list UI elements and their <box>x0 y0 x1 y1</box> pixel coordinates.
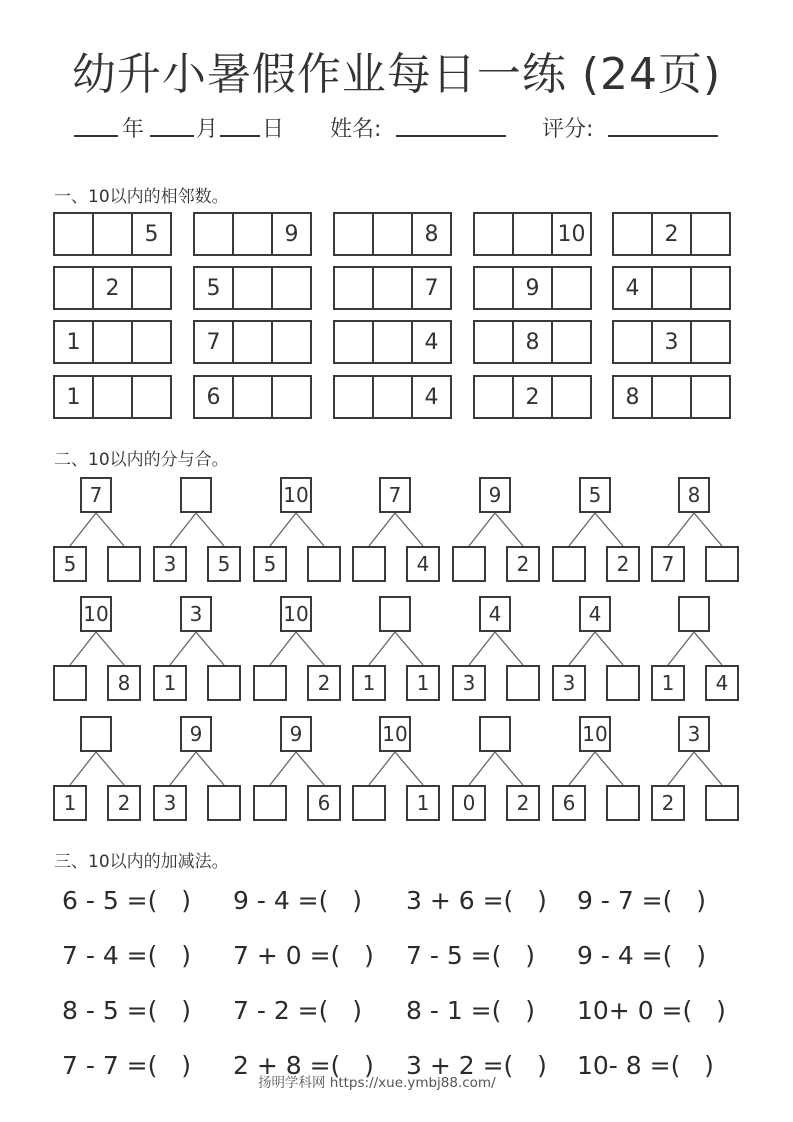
bond-part-right-box[interactable]: 2 <box>506 785 540 821</box>
bond-total-box[interactable] <box>80 716 112 752</box>
equation[interactable]: 8 - 1 =( ) <box>406 996 535 1025</box>
bond-part-right-box[interactable] <box>207 785 241 821</box>
bond-part-left-box[interactable]: 1 <box>153 665 187 701</box>
bond-part-left-box[interactable] <box>452 546 486 582</box>
number-cell[interactable] <box>372 377 411 417</box>
number-cell[interactable]: 3 <box>651 322 690 362</box>
number-bond <box>352 477 440 587</box>
bond-part-left-box[interactable]: 0 <box>452 785 486 821</box>
number-bond <box>153 716 241 826</box>
number-cell[interactable]: 9 <box>271 214 310 254</box>
bond-part-left-box[interactable] <box>253 785 287 821</box>
number-cell[interactable] <box>551 268 590 308</box>
number-cell[interactable] <box>232 377 271 417</box>
number-cell[interactable]: 1 <box>66 329 81 355</box>
adjacent-number-box <box>333 212 452 256</box>
bond-part-left-box[interactable] <box>253 665 287 701</box>
bond-part-right-box[interactable]: 2 <box>307 665 341 701</box>
number-cell[interactable] <box>131 377 170 417</box>
bond-part-left-box[interactable]: 1 <box>651 665 685 701</box>
number-cell[interactable] <box>131 268 170 308</box>
number-cell[interactable] <box>690 377 729 417</box>
number-cell[interactable]: 1 <box>66 384 81 410</box>
number-cell[interactable] <box>475 214 512 254</box>
section1-title: 一、10以内的相邻数。 <box>54 187 229 207</box>
number-cell[interactable] <box>232 322 271 362</box>
bond-part-left-box[interactable]: 3 <box>153 785 187 821</box>
number-cell[interactable] <box>335 377 372 417</box>
number-bond <box>651 477 739 587</box>
bond-part-right-box[interactable]: 5 <box>207 546 241 582</box>
bond-part-right-box[interactable] <box>506 665 540 701</box>
bond-total-box[interactable]: 4 <box>479 596 511 632</box>
number-bond <box>552 477 640 587</box>
number-cell[interactable]: 4 <box>411 377 450 417</box>
bond-part-right-box[interactable]: 2 <box>107 785 141 821</box>
bond-part-left-box[interactable]: 3 <box>452 665 486 701</box>
number-cell[interactable] <box>690 214 729 254</box>
bond-part-right-box[interactable] <box>107 546 141 582</box>
bond-part-left-box[interactable]: 3 <box>153 546 187 582</box>
equation[interactable]: 6 - 5 =( ) <box>62 886 191 915</box>
number-bond <box>452 477 540 587</box>
adjacent-number-box <box>53 266 172 310</box>
section2-title: 二、10以内的分与合。 <box>54 450 229 470</box>
bond-part-right-box[interactable]: 6 <box>307 785 341 821</box>
bond-total-box[interactable] <box>678 596 710 632</box>
number-cell[interactable]: 8 <box>411 214 450 254</box>
equation[interactable]: 3 + 6 =( ) <box>406 886 547 915</box>
number-cell[interactable] <box>551 377 590 417</box>
number-cell[interactable]: 5 <box>131 214 170 254</box>
number-bond <box>53 596 141 706</box>
number-cell[interactable] <box>551 322 590 362</box>
bond-part-right-box[interactable] <box>705 785 739 821</box>
adjacent-number-box <box>333 320 452 364</box>
equation[interactable]: 7 - 5 =( ) <box>406 941 535 970</box>
equation[interactable]: 2 + 8 =( ) <box>233 1051 374 1080</box>
number-cell[interactable]: 9 <box>512 268 551 308</box>
number-cell[interactable] <box>690 322 729 362</box>
bond-part-left-box[interactable]: 1 <box>352 665 386 701</box>
bond-part-left-box[interactable] <box>352 785 386 821</box>
number-cell[interactable]: 8 <box>512 322 551 362</box>
adjacent-number-box <box>473 320 592 364</box>
number-cell[interactable] <box>690 268 729 308</box>
bond-part-left-box[interactable]: 3 <box>552 665 586 701</box>
adjacent-number-box <box>53 375 172 419</box>
equation[interactable]: 9 - 4 =( ) <box>233 886 362 915</box>
number-bond <box>651 716 739 826</box>
bond-total-box[interactable]: 10 <box>379 716 411 752</box>
number-cell[interactable] <box>55 214 92 254</box>
bond-part-right-box[interactable]: 4 <box>705 665 739 701</box>
adjacent-number-box <box>612 266 731 310</box>
number-cell[interactable] <box>335 268 372 308</box>
info-line <box>0 112 793 146</box>
number-bond <box>352 716 440 826</box>
bond-total-box[interactable]: 5 <box>579 477 611 513</box>
bond-total-box[interactable]: 7 <box>379 477 411 513</box>
number-cell[interactable] <box>614 322 651 362</box>
adjacent-number-box <box>193 320 312 364</box>
number-cell[interactable]: 7 <box>206 329 221 355</box>
number-cell[interactable] <box>372 322 411 362</box>
adjacent-number-box <box>473 212 592 256</box>
bond-total-box[interactable]: 8 <box>678 477 710 513</box>
bond-part-right-box[interactable]: 8 <box>107 665 141 701</box>
number-bond <box>651 596 739 706</box>
score-label: 评分: <box>542 117 594 142</box>
bond-part-left-box[interactable]: 5 <box>53 546 87 582</box>
number-cell[interactable]: 7 <box>411 268 450 308</box>
number-cell[interactable] <box>614 214 651 254</box>
bond-part-left-box[interactable] <box>53 665 87 701</box>
number-cell[interactable] <box>232 214 271 254</box>
equation[interactable]: 7 + 0 =( ) <box>233 941 374 970</box>
number-cell[interactable] <box>335 214 372 254</box>
bond-part-left-box[interactable] <box>352 546 386 582</box>
equation[interactable]: 7 - 7 =( ) <box>62 1051 191 1080</box>
number-cell[interactable] <box>651 377 690 417</box>
equation[interactable]: 8 - 5 =( ) <box>62 996 191 1025</box>
number-cell[interactable] <box>271 268 310 308</box>
equation[interactable]: 3 + 2 =( ) <box>406 1051 547 1080</box>
bond-part-left-box[interactable]: 1 <box>53 785 87 821</box>
page-title: 幼升小暑假作业每日一练 (24页) <box>71 49 722 100</box>
number-bond <box>552 596 640 706</box>
bond-part-left-box[interactable] <box>552 546 586 582</box>
adjacent-number-box <box>53 212 172 256</box>
equation[interactable]: 7 - 4 =( ) <box>62 941 191 970</box>
adjacent-number-box <box>193 375 312 419</box>
number-bond <box>253 716 341 826</box>
bond-part-left-box[interactable]: 2 <box>651 785 685 821</box>
bond-total-box[interactable]: 3 <box>180 596 212 632</box>
number-cell[interactable] <box>92 214 131 254</box>
bond-total-box[interactable]: 4 <box>579 596 611 632</box>
number-cell[interactable]: 2 <box>512 377 551 417</box>
adjacent-number-box <box>333 375 452 419</box>
bond-part-right-box[interactable] <box>307 546 341 582</box>
month-label: 月 <box>196 117 219 142</box>
adjacent-number-box <box>193 266 312 310</box>
year-blank[interactable] <box>74 112 118 137</box>
number-cell[interactable] <box>335 322 372 362</box>
number-cell[interactable] <box>55 268 92 308</box>
bond-total-box[interactable]: 9 <box>479 477 511 513</box>
number-bond <box>253 477 341 587</box>
number-bond <box>452 716 540 826</box>
bond-total-box[interactable]: 9 <box>280 716 312 752</box>
number-cell[interactable] <box>92 322 131 362</box>
name-blank[interactable] <box>396 112 506 137</box>
bond-total-box[interactable]: 10 <box>280 596 312 632</box>
adjacent-number-box <box>612 212 731 256</box>
number-cell[interactable] <box>372 214 411 254</box>
equation[interactable]: 9 - 7 =( ) <box>577 886 706 915</box>
adjacent-number-box <box>473 266 592 310</box>
number-cell[interactable]: 2 <box>651 214 690 254</box>
equation[interactable]: 10- 8 =( ) <box>577 1051 714 1080</box>
number-cell[interactable]: 10 <box>551 214 590 254</box>
number-cell[interactable] <box>271 322 310 362</box>
equation[interactable]: 10+ 0 =( ) <box>577 996 726 1025</box>
adjacent-number-box <box>193 212 312 256</box>
bond-part-right-box[interactable] <box>705 546 739 582</box>
bond-total-box[interactable]: 3 <box>678 716 710 752</box>
adjacent-number-box <box>473 375 592 419</box>
bond-total-box[interactable]: 10 <box>579 716 611 752</box>
bond-part-right-box[interactable]: 1 <box>406 665 440 701</box>
number-cell[interactable] <box>512 214 551 254</box>
bond-part-left-box[interactable]: 7 <box>651 546 685 582</box>
bond-part-right-box[interactable] <box>606 785 640 821</box>
number-cell[interactable] <box>92 377 131 417</box>
watermark: 扬明学科网 https://xue.ymbj88.com/ <box>258 1075 496 1091</box>
number-cell[interactable] <box>475 322 512 362</box>
equation[interactable]: 9 - 4 =( ) <box>577 941 706 970</box>
number-bond <box>53 716 141 826</box>
bond-total-box[interactable]: 7 <box>80 477 112 513</box>
number-cell[interactable] <box>651 268 690 308</box>
day-blank[interactable] <box>220 112 260 137</box>
number-cell[interactable]: 4 <box>625 275 640 301</box>
number-cell[interactable]: 5 <box>206 275 221 301</box>
number-bond <box>552 716 640 826</box>
bond-total-box[interactable]: 10 <box>80 596 112 632</box>
bond-part-right-box[interactable] <box>606 665 640 701</box>
bond-total-box[interactable] <box>180 477 212 513</box>
bond-part-right-box[interactable]: 1 <box>406 785 440 821</box>
day-label: 日 <box>262 117 285 142</box>
bond-total-box[interactable] <box>379 596 411 632</box>
number-cell[interactable] <box>195 214 232 254</box>
bond-total-box[interactable] <box>479 716 511 752</box>
number-cell[interactable] <box>372 268 411 308</box>
bond-total-box[interactable]: 9 <box>180 716 212 752</box>
score-blank[interactable] <box>608 112 718 137</box>
bond-part-left-box[interactable]: 6 <box>552 785 586 821</box>
number-cell[interactable]: 8 <box>625 384 640 410</box>
number-cell[interactable]: 2 <box>92 268 131 308</box>
number-bond <box>153 477 241 587</box>
bond-part-right-box[interactable]: 4 <box>406 546 440 582</box>
name-label: 姓名: <box>330 117 382 142</box>
section3-title: 三、10以内的加减法。 <box>54 852 229 872</box>
adjacent-number-box <box>612 320 731 364</box>
number-bond <box>253 596 341 706</box>
adjacent-number-box <box>612 375 731 419</box>
number-cell[interactable]: 6 <box>206 384 221 410</box>
number-cell[interactable] <box>475 377 512 417</box>
number-bond <box>153 596 241 706</box>
bond-part-right-box[interactable] <box>207 665 241 701</box>
bond-part-right-box[interactable]: 2 <box>606 546 640 582</box>
number-cell[interactable] <box>232 268 271 308</box>
number-cell[interactable] <box>271 377 310 417</box>
number-cell[interactable] <box>131 322 170 362</box>
adjacent-number-box <box>333 266 452 310</box>
bond-part-left-box[interactable]: 5 <box>253 546 287 582</box>
number-bond <box>452 596 540 706</box>
bond-total-box[interactable]: 10 <box>280 477 312 513</box>
number-bond <box>53 477 141 587</box>
bond-part-right-box[interactable]: 2 <box>506 546 540 582</box>
number-cell[interactable] <box>475 268 512 308</box>
month-blank[interactable] <box>150 112 194 137</box>
number-cell[interactable]: 4 <box>411 322 450 362</box>
number-bond <box>352 596 440 706</box>
adjacent-number-box <box>53 320 172 364</box>
year-label: 年 <box>122 117 145 142</box>
equation[interactable]: 7 - 2 =( ) <box>233 996 362 1025</box>
